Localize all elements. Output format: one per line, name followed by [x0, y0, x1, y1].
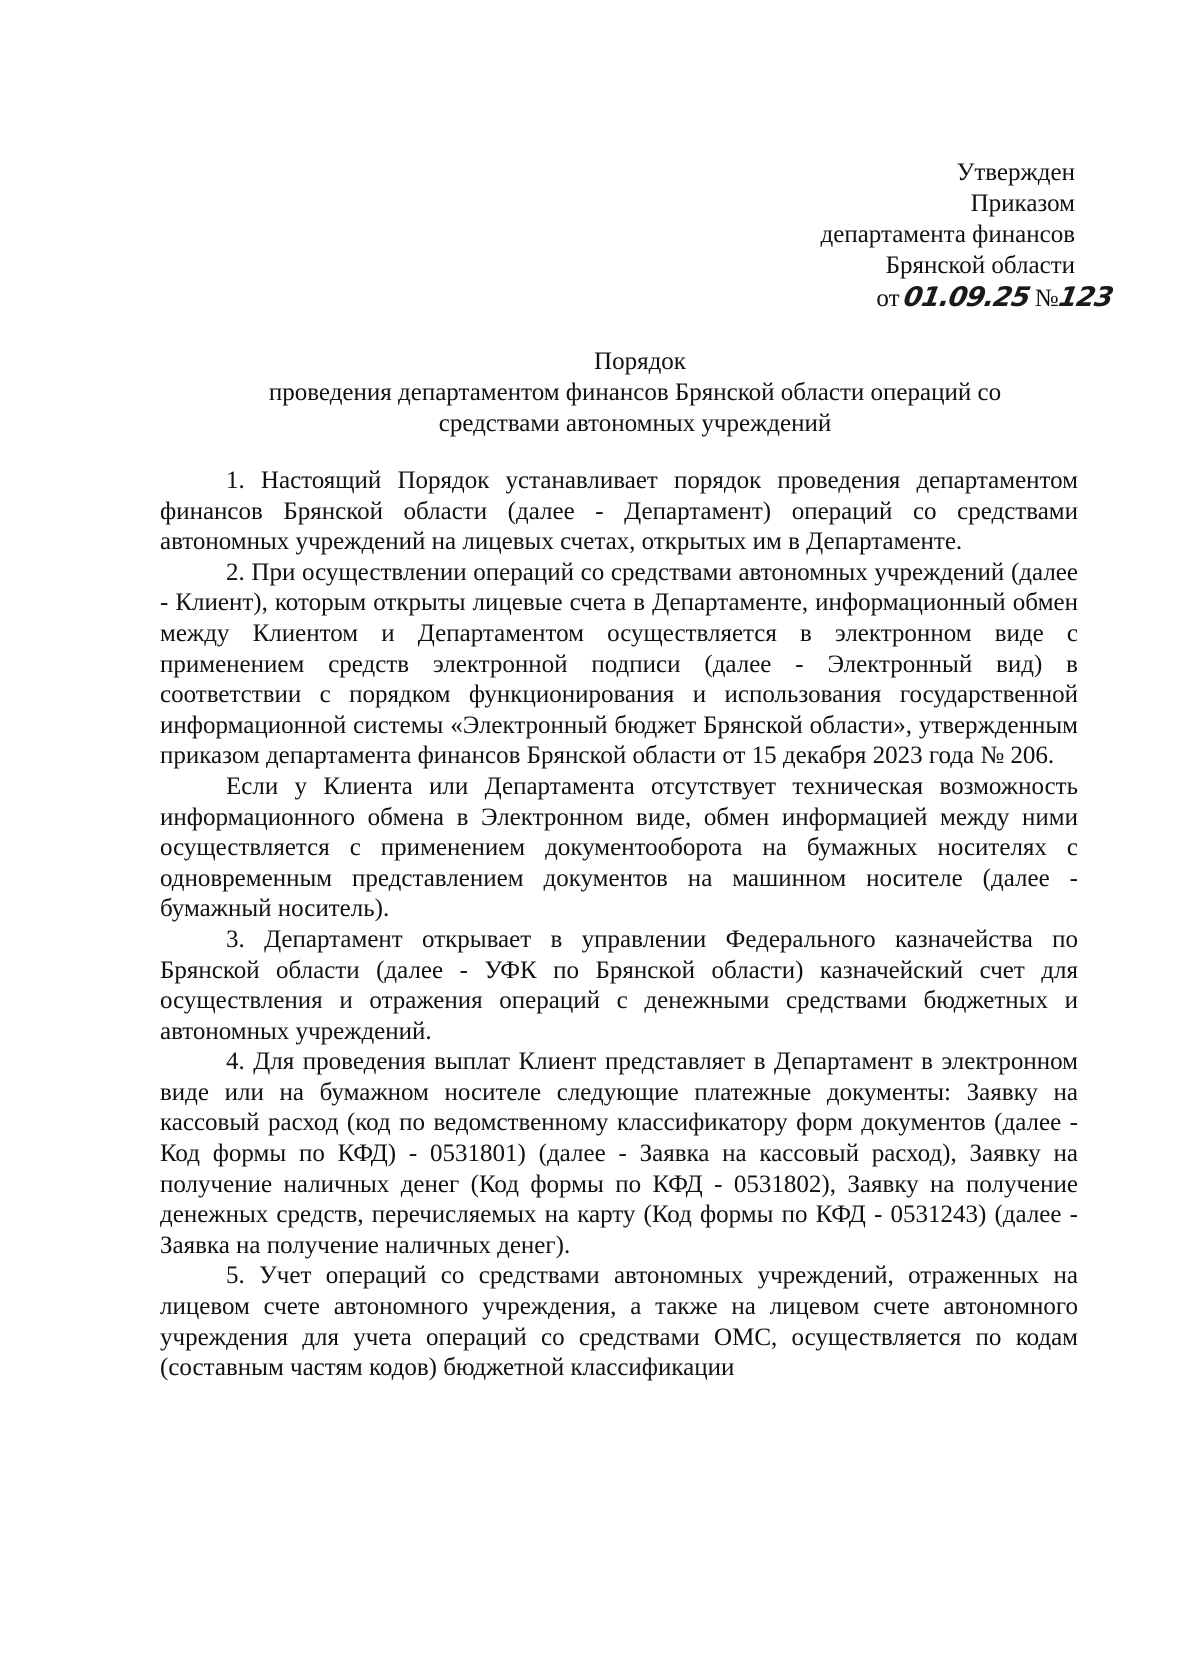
handwritten-date: 01.09.25	[900, 282, 1032, 313]
paragraph-2: 2. При осуществлении операций со средствами автономных учреждений (далее - Клиент), которым открыты лицевые счета в Департаменте, информационный обмен между Клиентом и Департаментом осуществляется в электронном виде с применением средств электронной подписи (далее - Электронный вид) в соответствии с порядком функционирования и использования государственной информационной системы «Электронный бюджет Брянской области», утвержденным приказом департамента финансов Брянской области от 15 декабря 2023 года № 206.	[160, 558, 1078, 770]
paragraph-1: 1. Настоящий Порядок устанавливает порядок проведения департаментом финансов Брянской области (далее - Департамент) операций со средствами автономных учреждений на лицевых счетах, открытых им в Департаменте.	[160, 467, 1078, 556]
date-prefix: от	[876, 285, 900, 312]
approval-line-region: Брянской области	[885, 252, 1075, 279]
paragraph-2-continuation: Если у Клиента или Департамента отсутствует техническая возможность информационного обмена в Электронном виде, обмен информацией между ними осуществляется с применением документооборота на бумажных носителях с одновременным представлением документов на машинном носителе (далее - бумажный носитель).	[160, 772, 1078, 923]
approval-line-approved: Утвержден	[956, 159, 1075, 186]
approval-stamp-block	[820, 157, 1115, 314]
paragraph-4: 4. Для проведения выплат Клиент представляет в Департамент в электронном виде или на бумажном носителе следующие платежные документы: Заявку на кассовый расход (код по ведомственному классификатору форм документов (далее - Код формы по КФД) - 0531801) (далее - Заявка на кассовый расход), Заявку на получение наличных денег (Код формы по КФД - 0531802), Заявку на получение денежных средств, перечисляемых на карту (Код формы по КФД - 0531243) (далее - Заявка на получение наличных денег).	[160, 1048, 1078, 1259]
handwritten-number: 123	[1055, 282, 1115, 313]
paragraph-3: 3. Департамент открывает в управлении Федерального казначейства по Брянской области (далее - УФК по Брянской области) казначейский счет для осуществления и отражения операций с денежными средствами бюджетных и автономных учреждений.	[160, 925, 1078, 1045]
approval-date-line	[821, 282, 1113, 314]
title-line-3: средствами автономных учреждений	[438, 410, 832, 437]
number-prefix: №	[1034, 285, 1059, 312]
title-line-2: проведения департаментом финансов Брянской области операций со	[268, 379, 1002, 406]
document-title	[150, 346, 1120, 439]
document-body	[160, 466, 1078, 1384]
approval-line-order: Приказом	[970, 190, 1075, 217]
title-line-1: Порядок	[594, 348, 686, 375]
paragraph-5: 5. Учет операций со средствами автономных учреждений, отраженных на лицевом счете автономного учреждения, а также на лицевом счете автономного учреждения для учета операций со средствами ОМС, осуществляется по кодам (составным частям кодов) бюджетной классификации	[160, 1262, 1078, 1382]
approval-line-department: департамента финансов	[820, 221, 1075, 248]
